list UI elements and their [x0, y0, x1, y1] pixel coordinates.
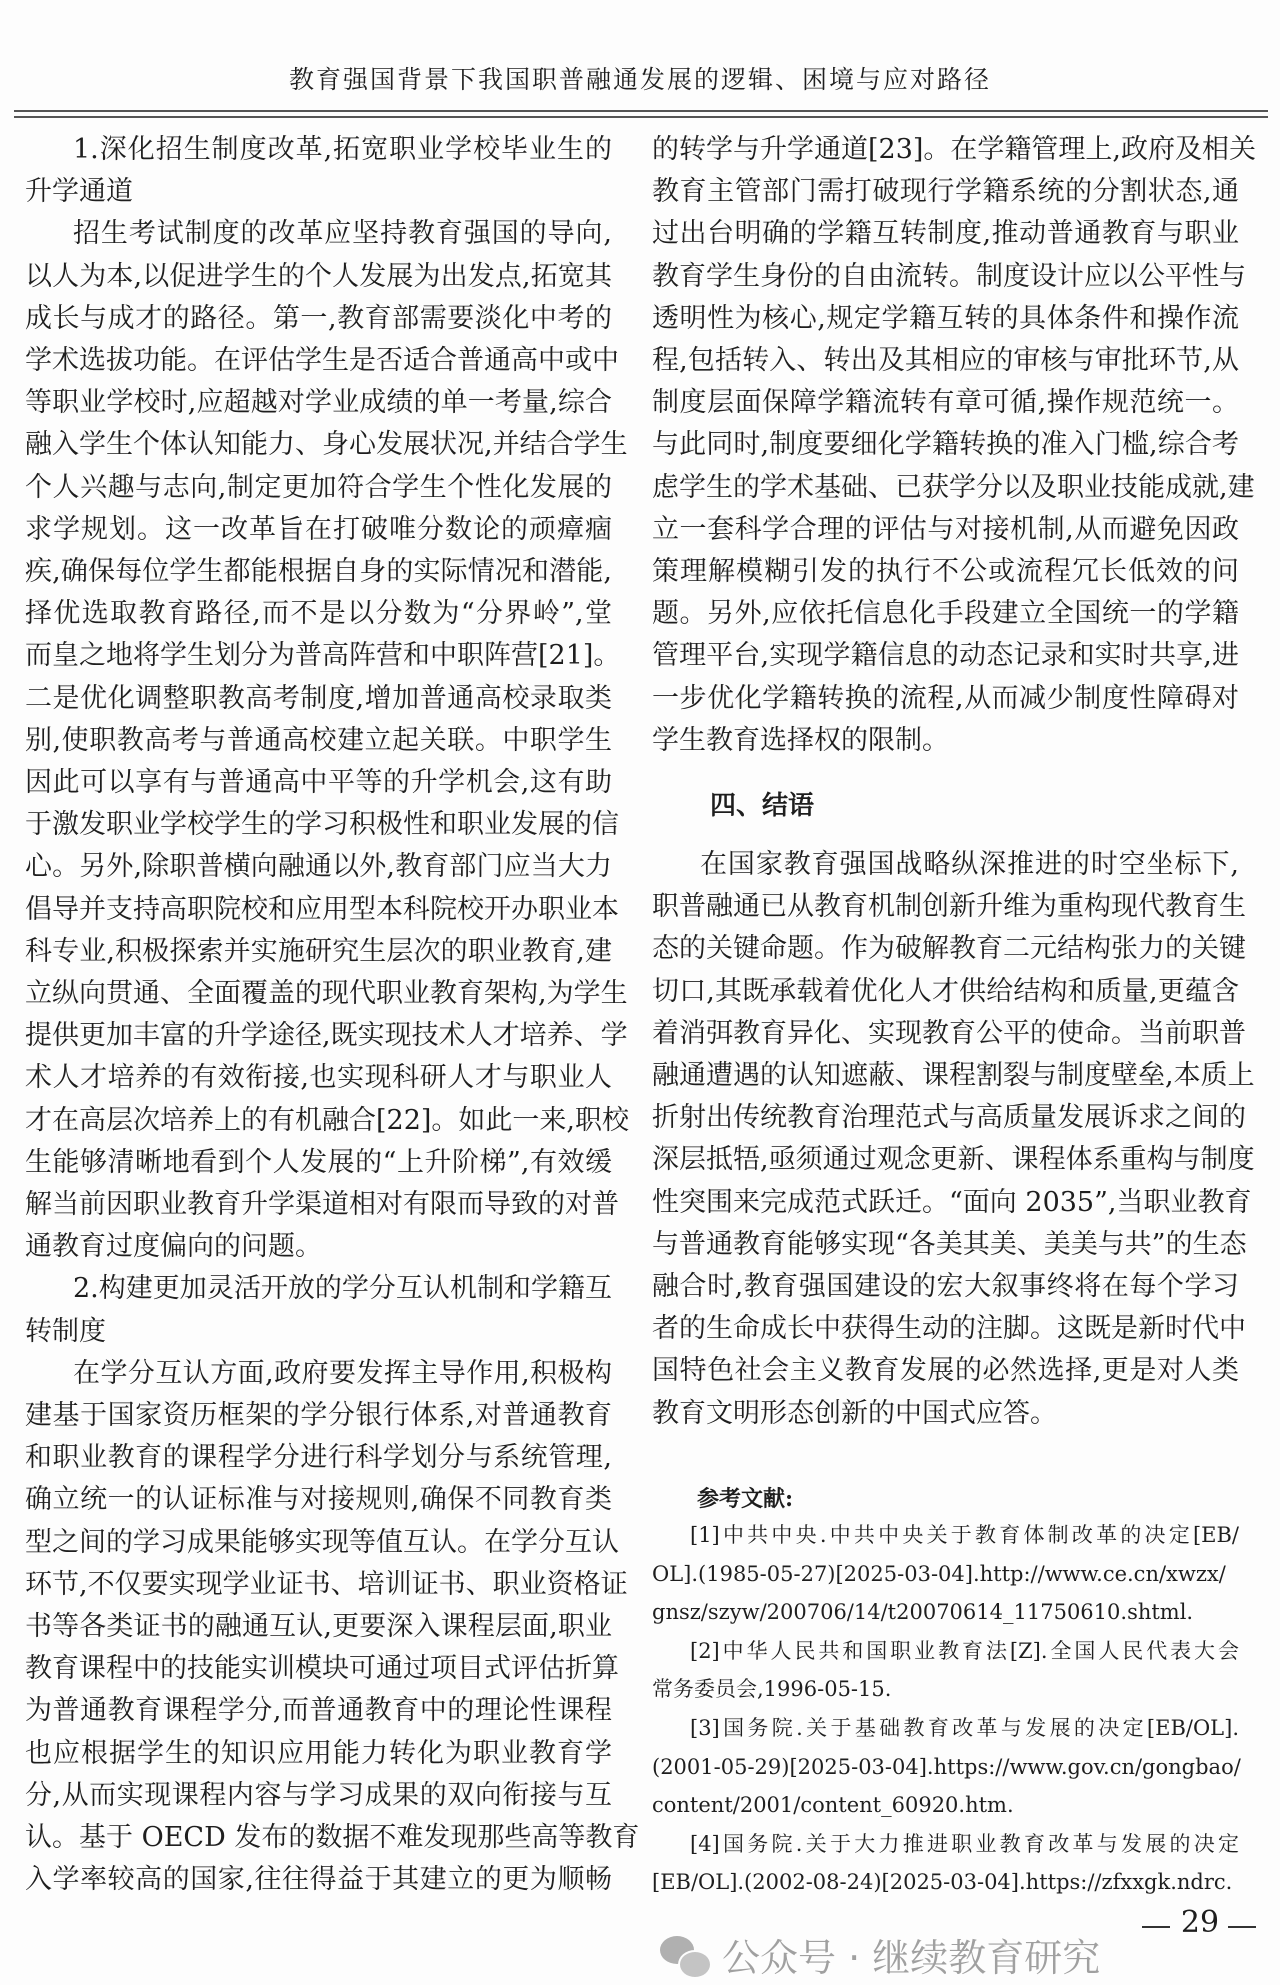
reference-line: 常务委员会,1996-05-15.	[652, 1677, 892, 1702]
text-line: 在学分互认方面,政府要发挥主导作用,积极构	[73, 1357, 612, 1389]
text-line: 融入学生个体认知能力、身心发展状况,并结合学生	[25, 429, 628, 461]
text-line: 教育主管部门需打破现行学籍系统的分割状态,通	[652, 176, 1239, 208]
text-line: 通教育过度偏向的问题。	[25, 1231, 322, 1263]
text-line: 制度层面保障学籍流转有章可循,操作规范统一。	[652, 387, 1239, 419]
text-line: 解当前因职业教育升学渠道相对有限而导致的对普	[25, 1189, 619, 1220]
reference-line: [EB/OL].(2002-08-24)[2025-03-04].https://zfxxgk.ndrc.	[652, 1870, 1233, 1895]
text-line: 二是优化调整职教高考制度,增加普通高校录取类	[25, 682, 612, 714]
section-heading: 四、结语	[710, 791, 815, 821]
text-line: 融通遭遇的认知遮蔽、课程割裂与制度壁垒,本质上	[652, 1060, 1255, 1091]
running-title: 教育强国背景下我国职普融通发展的逻辑、困境与应对路径	[288, 65, 991, 94]
text-line: 程,包括转入、转出及其相应的审核与审批环节,从	[652, 345, 1239, 376]
text-line: 过出台明确的学籍互转制度,推动普通教育与职业	[652, 218, 1239, 250]
reference-line: (2001-05-29)[2025-03-04].https://www.gov.cn/gongbao/	[652, 1754, 1241, 1779]
text-line: 管理平台,实现学籍信息的动态记录和实时共享,进	[652, 640, 1239, 672]
text-line: 生能够清晰地看到个人发展的“上升阶梯”,有效缓	[25, 1146, 612, 1178]
text-line: 教育文明形态创新的中国式应答。	[652, 1397, 1057, 1429]
text-line: 入学率较高的国家,往往得益于其建立的更为顺畅	[25, 1864, 612, 1896]
text-line: 和职业教育的课程学分进行科学划分与系统管理,	[25, 1442, 612, 1474]
reference-line: [3]国务院.关于基础教育改革与发展的决定[EB/OL].	[690, 1716, 1239, 1740]
text-line: 提供更加丰富的升学途径,既实现技术人才培养、学	[25, 1020, 628, 1052]
text-line: 为普通教育课程学分,而普通教育中的理论性课程	[25, 1695, 612, 1727]
watermark	[660, 1936, 1100, 1980]
text-line: 教育课程中的技能实训模块可通过项目式评估折算	[25, 1653, 619, 1685]
text-line: 型之间的学习成果能够实现等值互认。在学分互认	[25, 1526, 619, 1558]
text-line: 建基于国家资历框架的学分银行体系,对普通教育	[25, 1400, 612, 1431]
text-line: 转制度	[25, 1315, 106, 1347]
text-line: 以人为本,以促进学生的个人发展为出发点,拓宽其	[25, 260, 612, 292]
reference-line: [2]中华人民共和国职业教育法[Z].全国人民代表大会	[690, 1638, 1239, 1663]
text-line: 而皇之地将学生划分为普高阵营和中职阵营[21]。	[25, 640, 621, 672]
text-line: 一步优化学籍转换的流程,从而减少制度性障碍对	[652, 682, 1239, 714]
text-line: 立纵向贯通、全面覆盖的现代职业教育架构,为学生	[25, 978, 628, 1009]
text-line: 于激发职业学校学生的学习积极性和职业发展的信	[25, 809, 619, 841]
text-line: 才在高层次培养上的有机融合[22]。如此一来,职校	[25, 1104, 630, 1136]
text-line: 立一套科学合理的评估与对接机制,从而避免因政	[652, 513, 1239, 545]
text-line: 学生教育选择权的限制。	[652, 724, 949, 756]
text-line: 术人才培养的有效衔接,也实现科研人才与职业人	[25, 1062, 612, 1094]
text-line: 1.深化招生制度改革,拓宽职业学校毕业生的	[73, 134, 612, 165]
text-line: 者的生命成长中获得生动的注脚。这既是新时代中	[652, 1313, 1246, 1345]
text-line: 升学通道	[25, 176, 133, 208]
text-line: 学术选拔功能。在评估学生是否适合普通高中或中	[25, 345, 619, 376]
page-number-rule-right	[1228, 1926, 1256, 1928]
text-line: 分,从而实现课程内容与学习成果的双向衔接与互	[25, 1779, 612, 1811]
text-line: 与普通教育能够实现“各美其美、美美与共”的生态	[652, 1228, 1247, 1260]
text-line: 职普融通已从教育机制创新升维为重构现代教育生	[652, 891, 1246, 923]
header-rule-bottom	[14, 116, 1268, 118]
text-line: 确立统一的认证标准与对接规则,确保不同教育类	[25, 1484, 612, 1516]
text-line: 成长与成才的路径。第一,教育部需要淡化中考的	[25, 302, 612, 334]
text-line: 深层抵牾,亟须通过观念更新、课程体系重构与制度	[652, 1144, 1255, 1176]
header-rule-top	[14, 110, 1268, 112]
text-line: 因此可以享有与普通高中平等的升学机会,这有助	[25, 767, 612, 798]
text-line: 择优选取教育路径,而不是以分数为“分界岭”,堂	[25, 598, 612, 630]
text-line: 求学规划。这一改革旨在打破唯分数论的顽瘴痼	[25, 513, 612, 545]
reference-line: gnsz/szyw/200706/14/t20070614_11750610.shtml.	[652, 1600, 1194, 1625]
references-heading: 参考文献:	[697, 1486, 794, 1512]
text-line: 与此同时,制度要细化学籍转换的准入门槛,综合考	[652, 429, 1239, 461]
text-line: 折射出传统教育治理范式与高质量发展诉求之间的	[652, 1102, 1246, 1134]
text-line: 2.构建更加灵活开放的学分互认机制和学籍互	[73, 1273, 612, 1305]
text-line: 切口,其既承载着优化人才供给结构和质量,更蕴含	[652, 975, 1239, 1007]
text-line: 书等各类证书的融通互认,更要深入课程层面,职业	[25, 1611, 612, 1642]
text-line: 教育学生身份的自由流转。制度设计应以公平性与	[652, 260, 1246, 292]
text-line: 倡导并支持高职院校和应用型本科院校开办职业本	[25, 893, 619, 925]
text-line: 的转学与升学通道[23]。在学籍管理上,政府及相关	[652, 134, 1257, 165]
watermark-text: 公众号 · 继续教育研究	[722, 1936, 1101, 1980]
text-line: 疾,确保每位学生都能根据自身的实际情况和潜能,	[25, 556, 612, 587]
text-line: 透明性为核心,规定学籍互转的具体条件和操作流	[652, 302, 1239, 334]
reference-line: [4]国务院.关于大力推进职业教育改革与发展的决定	[690, 1831, 1239, 1856]
text-line: 招生考试制度的改革应坚持教育强国的导向,	[73, 218, 612, 250]
text-line: 在国家教育强国战略纵深推进的时空坐标下,	[700, 849, 1239, 880]
reference-line: content/2001/content_60920.htm.	[652, 1793, 1014, 1818]
text-line: 心。另外,除职普横向融通以外,教育部门应当大力	[25, 851, 612, 883]
page-number: 29	[1180, 1905, 1220, 1940]
text-line: 等职业学校时,应超越对学业成绩的单一考量,综合	[25, 387, 612, 419]
reference-line: [1]中共中央.中共中央关于教育体制改革的决定[EB/	[690, 1523, 1239, 1547]
wechat-icon	[660, 1936, 710, 1980]
text-line: 虑学生的学术基础、已获学分以及职业技能成就,建	[652, 471, 1255, 503]
text-line: 性突围来完成范式跃迁。“面向 2035”,当职业教育	[652, 1186, 1252, 1218]
text-line: 认。基于 OECD 发布的数据不难发现那些高等教育	[25, 1822, 640, 1853]
text-line: 态的关键命题。作为破解教育二元结构张力的关键	[652, 933, 1246, 965]
text-line: 题。另外,应依托信息化手段建立全国统一的学籍	[652, 598, 1239, 630]
text-line: 别,使职教高考与普通高校建立起关联。中职学生	[25, 724, 612, 756]
text-line: 科专业,积极探索并实施研究生层次的职业教育,建	[25, 935, 612, 967]
text-line: 也应根据学生的知识应用能力转化为职业教育学	[25, 1737, 612, 1769]
text-line: 环节,不仅要实现学业证书、培训证书、职业资格证	[25, 1568, 628, 1600]
text-line: 着消弭教育异化、实现教育公平的使命。当前职普	[652, 1017, 1246, 1049]
reference-line: OL].(1985-05-27)[2025-03-04].http://www.ce.cn/xwzx/	[652, 1561, 1226, 1586]
text-line: 个人兴趣与志向,制定更加符合学生个性化发展的	[25, 471, 612, 503]
text-line: 国特色社会主义教育发展的必然选择,更是对人类	[652, 1355, 1239, 1387]
text-line: 策理解模糊引发的执行不公或流程冗长低效的问	[652, 556, 1239, 587]
text-line: 融合时,教育强国建设的宏大叙事终将在每个学习	[652, 1271, 1239, 1302]
